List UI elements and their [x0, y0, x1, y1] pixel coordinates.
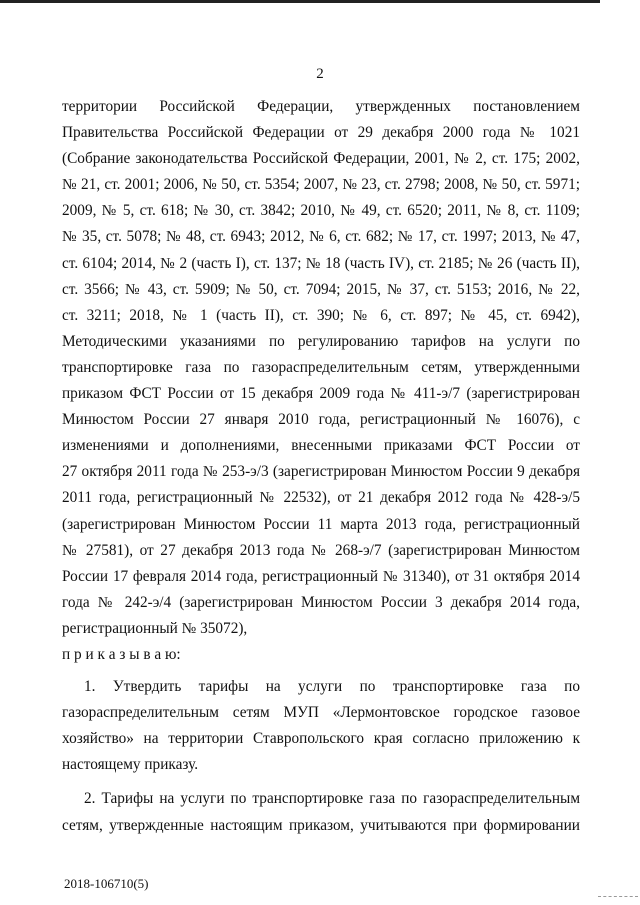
- text-line: ст. 3211; 2018, № 1 (часть II), ст. 390; № 6, ст. 897; № 45, ст. 6942),: [62, 306, 580, 324]
- text-line: года № 242-э/4 (зарегистрирован Минюстом России 3 декабря 2014 года,: [62, 593, 580, 611]
- document-body: [62, 94, 580, 839]
- text-line: 2009, № 5, ст. 618; № 30, ст. 3842; 2010, № 49, ст. 6520; 2011, № 8, ст. 1109;: [62, 202, 580, 220]
- text-line: приказом ФСТ России от 15 декабря 2009 года № 411-э/7 (зарегистрирован: [62, 385, 580, 403]
- text-line: Методическими указаниями по регулированию тарифов на услуги по: [62, 332, 580, 350]
- corner-mark: [598, 896, 638, 903]
- item-1-line: настоящему приказу.: [62, 756, 199, 774]
- text-line: 2011 года, регистрационный № 22532), от 21 декабря 2012 года № 428-э/5: [62, 489, 580, 507]
- text-line: 27 октября 2011 года № 253-э/3 (зарегистрирован Минюстом России 9 декабря: [62, 463, 580, 481]
- text-line: Минюстом России 27 января 2010 года, регистрационный № 16076), с: [62, 411, 580, 429]
- page-number: 2: [316, 66, 324, 82]
- text-line: Правительства Российской Федерации от 29 декабря 2000 года № 1021: [62, 124, 580, 142]
- item-2-line: 2. Тарифы на услуги по транспортировке газа по газораспределительным: [84, 790, 580, 808]
- text-line: изменениями и дополнениями, внесенными приказами ФСТ России от: [62, 437, 580, 455]
- text-line: регистрационный № 35072),: [62, 619, 248, 637]
- text-line: территории Российской Федерации, утвержденных постановлением: [62, 98, 580, 115]
- order-word: п р и к а з ы в а ю:: [62, 645, 181, 663]
- item-1-line: хозяйство» на территории Ставропольского края согласно приложению к: [62, 730, 580, 748]
- text-line: ст. 3566; № 43, ст. 5909; № 50, ст. 7094; 2015, № 37, ст. 5153; 2016, № 22,: [62, 280, 580, 298]
- item-1-line: газораспределительным сетям МУП «Лермонтовское городское газовое: [62, 704, 580, 722]
- text-line: ст. 6104; 2014, № 2 (часть I), ст. 137; № 18 (часть IV), ст. 2185; № 26 (часть II),: [62, 254, 580, 272]
- text-line: (зарегистрирован Минюстом России 11 марта 2013 года, регистрационный: [62, 515, 580, 533]
- text-line: России 17 февраля 2014 года, регистрационный № 31340), от 31 октября 2014: [62, 567, 580, 585]
- text-line: № 21, ст. 2001; 2006, № 50, ст. 5354; 2007, № 23, ст. 2798; 2008, № 50, ст. 5971;: [62, 176, 580, 194]
- document-code: 2018-106710(5): [64, 876, 149, 891]
- text-line: № 27581), от 27 декабря 2013 года № 268-э/7 (зарегистрирован Минюстом: [62, 541, 580, 559]
- text-line: транспортировке газа по газораспределительным сетям, утвержденными: [62, 358, 580, 376]
- item-1-line: 1. Утвердить тарифы на услуги по транспортировке газа по: [84, 678, 580, 696]
- text-line: № 35, ст. 5078; № 48, ст. 6943; 2012, № 6, ст. 682; № 17, ст. 1997; 2013, № 47,: [62, 228, 580, 246]
- item-2-line: сетям, утвержденные настоящим приказом, учитываются при формировании: [62, 816, 580, 834]
- text-line: (Собрание законодательства Российской Федерации, 2001, № 2, ст. 175; 2002,: [62, 150, 580, 168]
- top-border-line: [0, 0, 600, 3]
